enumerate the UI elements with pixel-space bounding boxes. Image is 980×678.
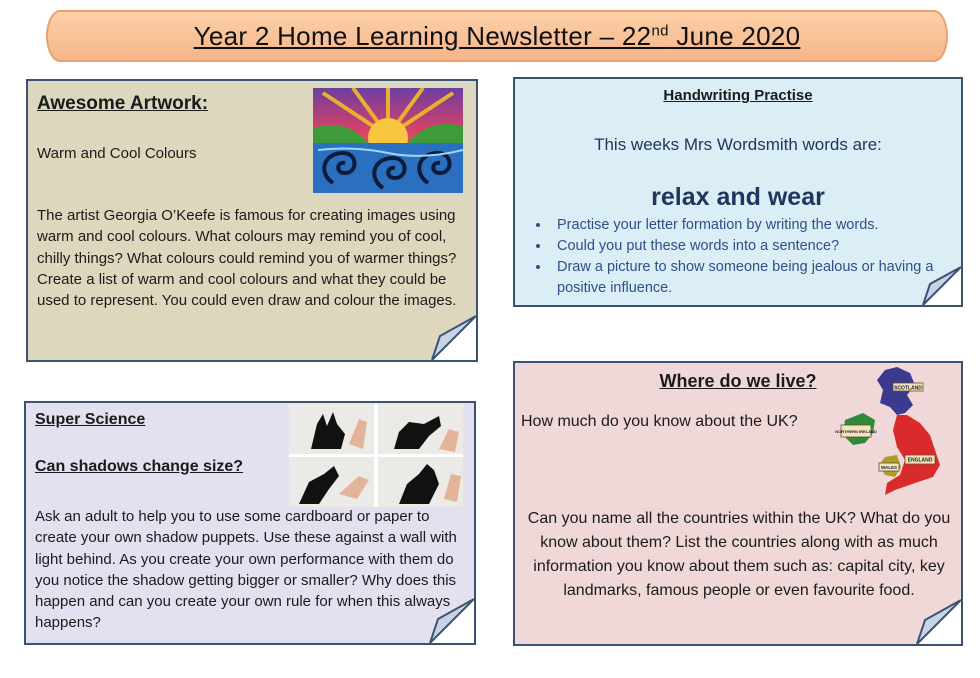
where-heading: Where do we live? [659,371,817,391]
title-main: Year 2 Home Learning Newsletter – 22 [193,20,652,51]
handwriting-heading: Handwriting Practise [663,87,813,104]
title-end: June 2020 [668,20,801,51]
page-curl-decoration [428,597,474,643]
bullet-item: • Draw a picture to show someone being jealous or having a positive influence. [551,257,951,299]
science-question: Can shadows change size? [35,458,244,475]
map-label-wales: WALES [880,465,898,470]
where-do-we-live-card [513,361,963,646]
artwork-body: The artist Georgia O’Keefe is famous for creating images using warm and cool colours. What colours may remind you of cool, chilly things? What colours could remind you of warmer things? Create a list of warm and cool colours and what they could be used to represent. You could even draw and colour the images. [37,207,457,310]
page-curl-decoration [921,265,961,305]
shadow-puppets-image [289,404,463,507]
science-body: Ask an adult to help you to use some cardboard or paper to create your own shadow puppets. Use these against a wall with light behind. As you create your own performance with them do you notice the shadow getting bigger or smaller? Why does this happen and can you create your own rule for when this always happens? [35,508,457,632]
map-label-scotland: SCOTLAND [894,385,922,392]
map-label-england: ENGLAND [907,457,933,464]
where-body: Can you name all the countries within the UK? What do you know about them? List the countries along with as much information you know about them such as: capital city, key landmarks, famous people or even favourite food. [527,510,951,599]
artwork-subheading: Warm and Cool Colours [37,145,197,162]
warm-cool-painting-image [313,88,463,193]
handwriting-card [513,77,963,307]
newsletter-banner [46,10,948,62]
bullet-item: • Practise your letter formation by writing the words. [551,215,951,236]
uk-map-image [835,365,957,505]
where-question: How much do you know about the UK? [521,413,798,430]
newsletter-title [194,21,801,52]
page-curl-decoration [430,314,476,360]
bullet-item: • Could you put these words into a sentence? [551,236,951,257]
wordsmith-words: relax and wear [651,183,825,211]
map-label-northern-ireland: NORTHERN IRELAND [835,429,877,434]
page-curl-decoration [915,598,961,644]
artwork-heading: Awesome Artwork: [37,93,209,114]
handwriting-bullet-list [529,215,951,299]
handwriting-intro: This weeks Mrs Wordsmith words are: [594,135,882,154]
title-sup: nd [651,21,669,39]
artwork-card [26,79,478,362]
science-card [24,401,476,645]
science-heading: Super Science [35,411,146,428]
